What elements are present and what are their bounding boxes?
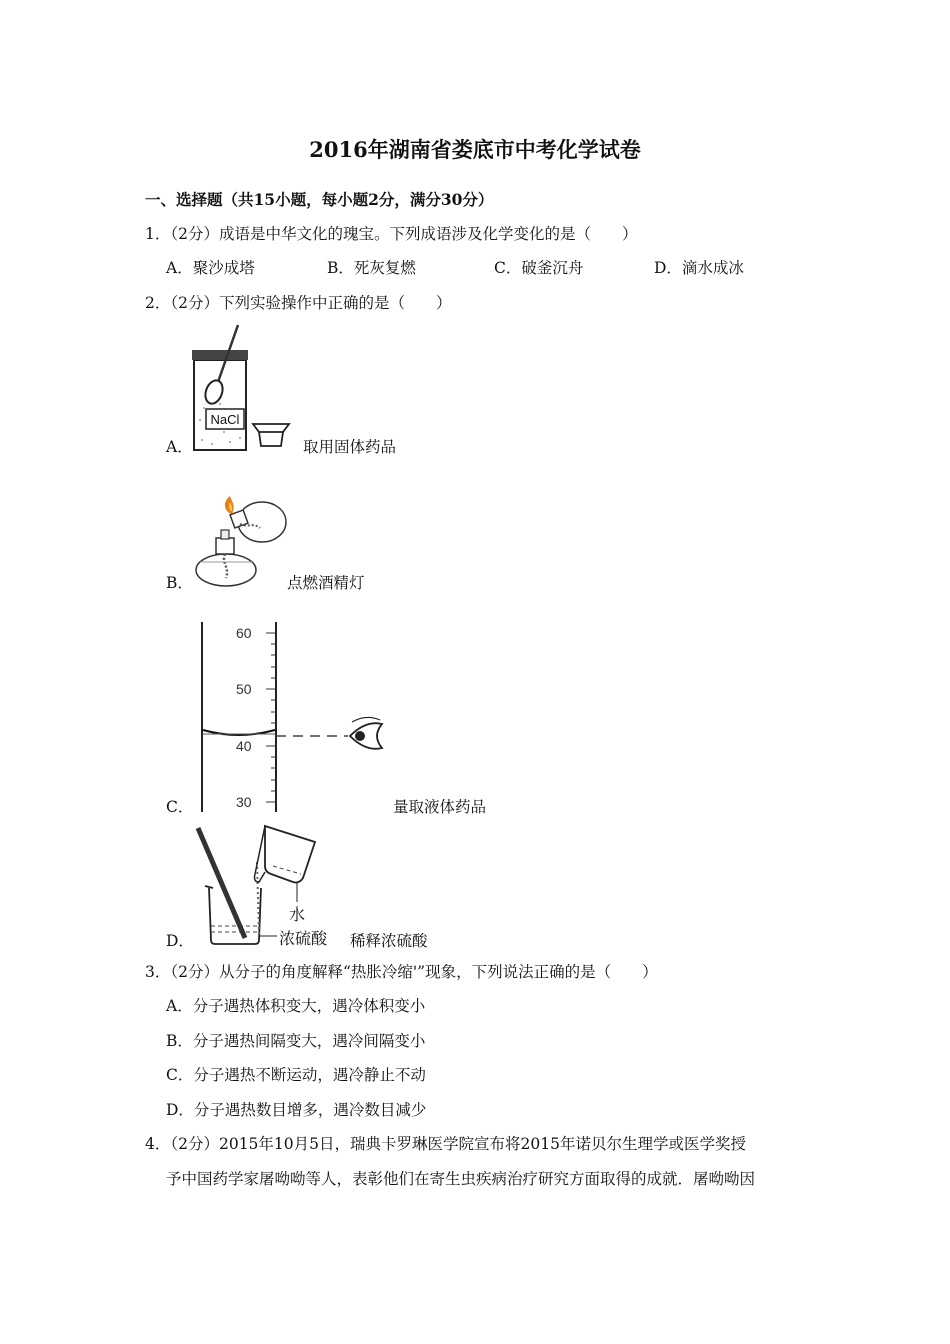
question-4-line-1: 4．（2分）2015年10月5日，瑞典卡罗琳医学院宣布将2015年诺贝尔生理学或医学奖授 (145, 1135, 746, 1153)
q3-option-c: C．分子遇热不断运动，遇冷静止不动 (166, 1066, 426, 1084)
graduated-cylinder-figure (196, 622, 396, 812)
tick-label-60: 60 (236, 625, 252, 641)
tick-label-30: 30 (236, 794, 252, 810)
nacl-label: NaCl (210, 412, 240, 427)
q2-option-c-caption: 量取液体药品 (393, 798, 487, 816)
question-2-stem: 2．（2分）下列实验操作中正确的是（ ） (145, 294, 452, 312)
q1-option-d: D．滴水成冰 (654, 259, 744, 277)
q2-option-d-caption: 稀释浓硫酸 (350, 932, 428, 950)
dilution-figure (195, 826, 335, 950)
section-heading: 一、选择题（共15小题，每小题2分，满分30分） (145, 190, 494, 209)
q1-option-a: A．聚沙成塔 (166, 259, 255, 277)
solid-reagent-figure (190, 320, 300, 455)
q3-option-a: A．分子遇热体积变大，遇冷体积变小 (166, 997, 426, 1015)
q2-option-b-letter: B． (166, 574, 193, 592)
water-label: 水 (289, 907, 306, 924)
eye-icon (350, 717, 382, 748)
q2-option-a-caption: 取用固体药品 (303, 438, 397, 456)
question-4-line-2: 予中国药学家屠呦呦等人，表彰他们在寄生虫疾病治疗研究方面取得的成就．屠呦呦因 (166, 1170, 756, 1188)
q2-option-b-caption: 点燃酒精灯 (287, 574, 365, 592)
q1-option-c: C．破釜沉舟 (494, 259, 584, 277)
tick-label-50: 50 (236, 681, 252, 697)
question-1-stem: 1．（2分）成语是中华文化的瑰宝。下列成语涉及化学变化的是（ ） (145, 225, 638, 243)
q3-option-d: D．分子遇热数目增多，遇冷数目减少 (166, 1101, 427, 1119)
q2-option-c-letter: C． (166, 798, 194, 816)
tick-label-40: 40 (236, 738, 252, 754)
page-title: 2016年湖南省娄底市中考化学试卷 (309, 137, 641, 162)
q3-option-b: B．分子遇热间隔变大，遇冷间隔变小 (166, 1032, 426, 1050)
q2-option-a-letter: A． (166, 438, 193, 456)
acid-label: 浓硫酸 (279, 931, 328, 948)
q2-option-d-letter: D． (166, 932, 194, 950)
alcohol-lamp-figure (188, 482, 298, 592)
q1-option-b: B．死灰复燃 (327, 259, 416, 277)
question-3-stem: 3．（2分）从分子的角度解释“热胀冷缩'”现象，下列说法正确的是（ ） (145, 963, 658, 981)
